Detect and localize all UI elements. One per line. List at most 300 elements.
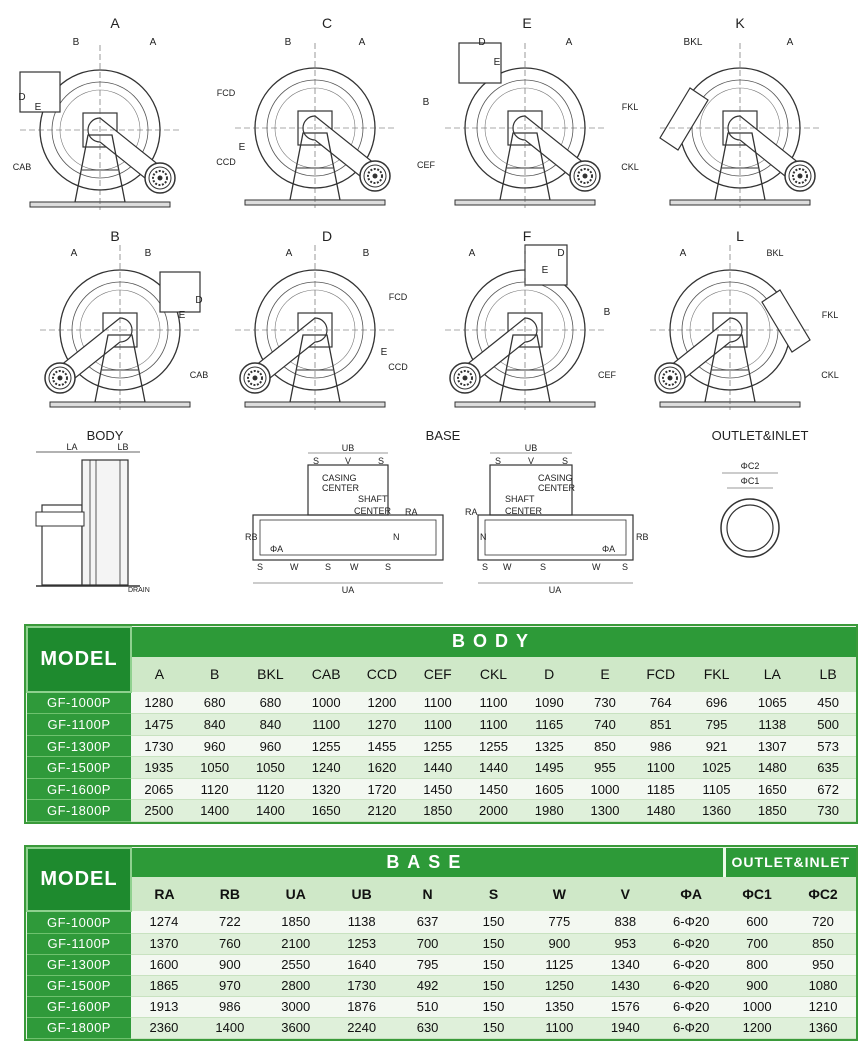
table-cell: 1730 <box>131 735 187 757</box>
table-cell: 2120 <box>354 800 410 822</box>
table-cell: 1605 <box>521 778 577 800</box>
outlet-inlet-title: OUTLET&INLET <box>711 428 809 443</box>
dim-label: UB <box>341 443 355 453</box>
table-cell: 680 <box>187 692 243 714</box>
body-column-header: CAB <box>298 657 354 692</box>
body-view <box>36 428 150 594</box>
base-column-header: ΦC2 <box>790 877 856 911</box>
base-view-2 <box>465 443 649 595</box>
dim-label: CENTER <box>538 483 576 493</box>
table-cell: 1935 <box>131 757 187 779</box>
table-cell: 1100 <box>410 692 466 714</box>
dim-label: N <box>393 532 400 542</box>
body-column-header: LB <box>800 657 856 692</box>
body-column-header: FKL <box>689 657 745 692</box>
base-column-header: RA <box>131 877 197 911</box>
table-cell: 1138 <box>329 911 395 933</box>
dim-label: A <box>285 248 293 259</box>
table-cell: 1000 <box>577 778 633 800</box>
table-cell: 1300 <box>577 800 633 822</box>
dim-label: D <box>18 92 26 103</box>
table-cell: 1255 <box>298 735 354 757</box>
fan-view <box>445 43 605 208</box>
dim-label: RB <box>245 532 258 542</box>
table-cell: 1120 <box>243 778 299 800</box>
table-cell: 1620 <box>354 757 410 779</box>
dim-label: CCD <box>216 157 236 167</box>
table-cell: 6-Φ20 <box>658 1017 724 1038</box>
table-cell: 1100 <box>410 714 466 736</box>
base-column-header: V <box>592 877 658 911</box>
table-cell: 1120 <box>187 778 243 800</box>
table-cell: 1450 <box>410 778 466 800</box>
table-cell: 1440 <box>466 757 522 779</box>
table-cell: 840 <box>187 714 243 736</box>
dim-label: FCD <box>388 292 408 302</box>
dim-label: N <box>480 532 487 542</box>
table-cell: 1360 <box>689 800 745 822</box>
body-column-header: LA <box>744 657 800 692</box>
base-column-header: W <box>526 877 592 911</box>
table-cell: 1200 <box>724 1017 790 1038</box>
table-cell: 1100 <box>633 757 689 779</box>
body-dimension-table <box>24 624 858 824</box>
view-title-k: K <box>735 15 745 31</box>
base-column-header: UB <box>329 877 395 911</box>
model-cell: GF-1500P <box>27 757 131 779</box>
dim-label: A <box>679 248 687 259</box>
dim-label: E <box>34 102 42 113</box>
table-cell: 1255 <box>410 735 466 757</box>
dim-label: A <box>786 37 794 48</box>
outlet-inlet-group-header: OUTLET&INLET <box>724 848 856 877</box>
table-cell: 1430 <box>592 975 658 996</box>
dim-label: A <box>70 248 78 259</box>
table-cell: 838 <box>592 911 658 933</box>
dim-label: UA <box>548 585 562 595</box>
table-cell: 795 <box>689 714 745 736</box>
table-cell: 1650 <box>298 800 354 822</box>
view-title-b: B <box>110 228 120 244</box>
dim-label: A <box>565 37 573 48</box>
table-cell: 1450 <box>466 778 522 800</box>
model-cell: GF-1000P <box>27 911 131 933</box>
table-cell: 1475 <box>131 714 187 736</box>
table-row <box>27 933 856 954</box>
fan-view <box>235 43 395 208</box>
model-cell: GF-1300P <box>27 954 131 975</box>
dim-label: ΦC2 <box>740 461 760 471</box>
table-cell: 1080 <box>790 975 856 996</box>
table-cell: 960 <box>187 735 243 757</box>
table-cell: 1255 <box>466 735 522 757</box>
table-cell: 635 <box>800 757 856 779</box>
model-cell: GF-1600P <box>27 996 131 1017</box>
table-cell: 1455 <box>354 735 410 757</box>
dim-label: CKL <box>621 162 639 172</box>
table-cell: 150 <box>461 954 527 975</box>
body-column-header: A <box>131 657 187 692</box>
table-cell: 1400 <box>197 1017 263 1038</box>
table-row <box>27 1017 856 1038</box>
table-cell: 1210 <box>790 996 856 1017</box>
dim-label: B <box>72 37 80 48</box>
table-cell: 2550 <box>263 954 329 975</box>
table-cell: 1940 <box>592 1017 658 1038</box>
table-row <box>27 735 856 757</box>
dim-label: S <box>313 456 320 466</box>
table-cell: 700 <box>395 933 461 954</box>
base-group-header: BASE <box>131 848 724 877</box>
dim-label: UB <box>524 443 538 453</box>
table-cell: 850 <box>577 735 633 757</box>
table-cell: 1065 <box>744 692 800 714</box>
table-row <box>27 996 856 1017</box>
dim-label: S <box>622 562 629 572</box>
table-cell: 2100 <box>263 933 329 954</box>
table-cell: 630 <box>395 1017 461 1038</box>
body-column-header: CCD <box>354 657 410 692</box>
model-header: MODEL <box>27 627 131 692</box>
table-cell: 1576 <box>592 996 658 1017</box>
table-cell: 2000 <box>466 800 522 822</box>
table-cell: 600 <box>724 911 790 933</box>
table-cell: 150 <box>461 996 527 1017</box>
table-cell: 1100 <box>526 1017 592 1038</box>
table-cell: 6-Φ20 <box>658 996 724 1017</box>
table-cell: 1200 <box>354 692 410 714</box>
table-cell: 1253 <box>329 933 395 954</box>
table-cell: 1650 <box>744 778 800 800</box>
dim-label: FKL <box>821 310 839 320</box>
dim-label: CASING <box>322 473 357 483</box>
table-cell: 960 <box>243 735 299 757</box>
table-cell: 3000 <box>263 996 329 1017</box>
dim-label: S <box>562 456 569 466</box>
table-cell: 510 <box>395 996 461 1017</box>
model-cell: GF-1800P <box>27 800 131 822</box>
table-cell: 6-Φ20 <box>658 954 724 975</box>
table-cell: 1165 <box>521 714 577 736</box>
table-cell: 1000 <box>298 692 354 714</box>
table-cell: 573 <box>800 735 856 757</box>
dim-label: V <box>527 456 535 466</box>
table-cell: 1090 <box>521 692 577 714</box>
fan-view <box>650 245 810 410</box>
base-column-header: S <box>461 877 527 911</box>
dim-label: LB <box>117 442 129 452</box>
fan-view <box>660 43 820 208</box>
table-cell: 492 <box>395 975 461 996</box>
base-column-header: UA <box>263 877 329 911</box>
dim-label: D <box>195 295 203 306</box>
dim-label: E <box>541 265 549 276</box>
model-cell: GF-1600P <box>27 778 131 800</box>
dim-label: ΦA <box>270 544 284 554</box>
table-cell: 637 <box>395 911 461 933</box>
table-cell: 900 <box>526 933 592 954</box>
dim-label: RB <box>636 532 649 542</box>
dim-label: SHAFT <box>505 494 535 504</box>
model-cell: GF-1100P <box>27 933 131 954</box>
dim-label: SHAFT <box>358 494 388 504</box>
table-cell: 986 <box>633 735 689 757</box>
dim-label: CAB <box>189 370 209 380</box>
base-view-1 <box>245 428 461 595</box>
table-cell: 1105 <box>689 778 745 800</box>
dim-label: A <box>358 37 366 48</box>
table-cell: 900 <box>724 975 790 996</box>
dim-label: S <box>495 456 502 466</box>
table-cell: 1240 <box>298 757 354 779</box>
dim-label: RA <box>465 507 478 517</box>
table-cell: 1600 <box>131 954 197 975</box>
table-cell: 1360 <box>790 1017 856 1038</box>
table-cell: 1320 <box>298 778 354 800</box>
base-column-header: N <box>395 877 461 911</box>
dim-label: W <box>592 562 601 572</box>
dim-label: RA <box>405 507 418 517</box>
table-cell: 800 <box>724 954 790 975</box>
table-cell: 1000 <box>724 996 790 1017</box>
dim-label: B <box>422 97 430 108</box>
fan-view <box>235 245 395 410</box>
dim-label: S <box>540 562 547 572</box>
dim-label: S <box>325 562 332 572</box>
view-title-a: A <box>110 15 120 31</box>
table-row <box>27 954 856 975</box>
table-cell: 1307 <box>744 735 800 757</box>
dim-label: S <box>378 456 385 466</box>
table-row <box>27 800 856 822</box>
dim-label: A <box>468 248 476 259</box>
view-title-d: D <box>321 228 333 244</box>
dim-label: B <box>603 307 611 318</box>
table-cell: 795 <box>395 954 461 975</box>
table-cell: 1850 <box>744 800 800 822</box>
fan-view <box>40 245 203 410</box>
table-cell: 1370 <box>131 933 197 954</box>
model-header: MODEL <box>27 848 131 911</box>
table-cell: 500 <box>800 714 856 736</box>
base-column-header: RB <box>197 877 263 911</box>
table-cell: 1250 <box>526 975 592 996</box>
body-view-title: BODY <box>86 428 124 443</box>
table-cell: 1876 <box>329 996 395 1017</box>
table-cell: 1850 <box>263 911 329 933</box>
table-cell: 986 <box>197 996 263 1017</box>
table-row <box>27 778 856 800</box>
dim-label: V <box>344 456 352 466</box>
dim-label: BKL <box>683 37 703 48</box>
body-group-header: BODY <box>131 627 856 657</box>
body-column-header: E <box>577 657 633 692</box>
table-cell: 1100 <box>466 692 522 714</box>
dim-label: E <box>380 347 388 358</box>
table-cell: 1050 <box>187 757 243 779</box>
model-cell: GF-1000P <box>27 692 131 714</box>
table-cell: 722 <box>197 911 263 933</box>
table-cell: 6-Φ20 <box>658 911 724 933</box>
table-cell: 1400 <box>187 800 243 822</box>
view-title-l: L <box>736 228 744 244</box>
dim-label: D <box>557 248 565 259</box>
table-cell: 696 <box>689 692 745 714</box>
dim-label: CENTER <box>505 506 543 516</box>
table-cell: 1050 <box>243 757 299 779</box>
outlet-inlet-view <box>712 428 809 557</box>
table-cell: 740 <box>577 714 633 736</box>
table-cell: 150 <box>461 911 527 933</box>
view-title-c: C <box>321 15 333 31</box>
dim-label: D <box>478 37 486 48</box>
table-cell: 1025 <box>689 757 745 779</box>
dim-label: W <box>350 562 359 572</box>
table-cell: 2240 <box>329 1017 395 1038</box>
table-cell: 1440 <box>410 757 466 779</box>
dim-label: E <box>493 57 501 68</box>
model-cell: GF-1100P <box>27 714 131 736</box>
dim-label: W <box>290 562 299 572</box>
dim-label: CEF <box>598 370 616 380</box>
table-cell: 1480 <box>633 800 689 822</box>
table-cell: 1720 <box>354 778 410 800</box>
table-row <box>27 714 856 736</box>
table-cell: 1640 <box>329 954 395 975</box>
body-column-header: BKL <box>243 657 299 692</box>
model-cell: GF-1800P <box>27 1017 131 1038</box>
table-cell: 700 <box>724 933 790 954</box>
table-cell: 150 <box>461 975 527 996</box>
base-dimension-table <box>24 845 858 1041</box>
table-row <box>27 975 856 996</box>
table-cell: 851 <box>633 714 689 736</box>
table-cell: 730 <box>577 692 633 714</box>
dim-label: CASING <box>538 473 573 483</box>
table-cell: 921 <box>689 735 745 757</box>
dim-label: CKL <box>821 370 839 380</box>
dim-label: CEF <box>417 160 435 170</box>
dim-label: B <box>362 248 370 259</box>
table-cell: 1400 <box>243 800 299 822</box>
table-cell: 850 <box>790 933 856 954</box>
table-cell: 2800 <box>263 975 329 996</box>
table-cell: 6-Φ20 <box>658 933 724 954</box>
dim-label: E <box>178 310 186 321</box>
table-cell: 953 <box>592 933 658 954</box>
table-cell: 1270 <box>354 714 410 736</box>
fan-view <box>445 245 605 410</box>
table-cell: 1280 <box>131 692 187 714</box>
table-cell: 672 <box>800 778 856 800</box>
table-cell: 1100 <box>466 714 522 736</box>
table-cell: 680 <box>243 692 299 714</box>
body-column-header: B <box>187 657 243 692</box>
dim-label: E <box>238 142 246 153</box>
table-cell: 1325 <box>521 735 577 757</box>
table-cell: 1350 <box>526 996 592 1017</box>
dim-label: FCD <box>216 88 236 98</box>
table-cell: 1138 <box>744 714 800 736</box>
dim-label: S <box>385 562 392 572</box>
view-title-e: E <box>522 15 532 31</box>
table-row <box>27 911 856 933</box>
model-cell: GF-1500P <box>27 975 131 996</box>
table-cell: 775 <box>526 911 592 933</box>
table-cell: 1495 <box>521 757 577 779</box>
table-cell: 1480 <box>744 757 800 779</box>
table-cell: 720 <box>790 911 856 933</box>
base-column-header: ΦA <box>658 877 724 911</box>
table-cell: 1913 <box>131 996 197 1017</box>
table-cell: 1865 <box>131 975 197 996</box>
table-cell: 1730 <box>329 975 395 996</box>
table-cell: 1125 <box>526 954 592 975</box>
base-view-title: BASE <box>425 428 461 443</box>
dim-label: B <box>284 37 292 48</box>
table-cell: 450 <box>800 692 856 714</box>
body-column-header: FCD <box>633 657 689 692</box>
dim-label: B <box>144 248 152 259</box>
fan-view <box>20 45 180 210</box>
table-cell: 970 <box>197 975 263 996</box>
table-cell: 1340 <box>592 954 658 975</box>
table-cell: 2500 <box>131 800 187 822</box>
dim-label: FKL <box>621 102 639 112</box>
table-cell: 900 <box>197 954 263 975</box>
body-column-header: CKL <box>466 657 522 692</box>
table-cell: 1100 <box>298 714 354 736</box>
table-cell: 955 <box>577 757 633 779</box>
dim-label: S <box>257 562 264 572</box>
table-cell: 760 <box>197 933 263 954</box>
table-cell: 1850 <box>410 800 466 822</box>
table-cell: 950 <box>790 954 856 975</box>
table-cell: 840 <box>243 714 299 736</box>
dim-label: S <box>482 562 489 572</box>
dim-label: CAB <box>12 162 32 172</box>
base-column-header: ΦC1 <box>724 877 790 911</box>
dim-label: A <box>149 37 157 48</box>
table-cell: 2360 <box>131 1017 197 1038</box>
table-cell: 1274 <box>131 911 197 933</box>
dim-label: BKL <box>766 248 784 258</box>
dim-label: CCD <box>388 362 408 372</box>
dim-label: W <box>503 562 512 572</box>
dim-label: CENTER <box>322 483 360 493</box>
table-cell: 150 <box>461 1017 527 1038</box>
view-title-f: F <box>522 228 532 244</box>
table-cell: 6-Φ20 <box>658 975 724 996</box>
dim-label: ΦC1 <box>740 476 760 486</box>
dim-label: ΦA <box>602 544 616 554</box>
dim-label: UA <box>341 585 355 595</box>
table-cell: 1185 <box>633 778 689 800</box>
model-cell: GF-1300P <box>27 735 131 757</box>
body-column-header: CEF <box>410 657 466 692</box>
body-column-header: D <box>521 657 577 692</box>
table-cell: 2065 <box>131 778 187 800</box>
drain-label: DRAIN <box>128 587 150 594</box>
table-cell: 1980 <box>521 800 577 822</box>
table-row <box>27 692 856 714</box>
dim-label: LA <box>66 442 78 452</box>
table-row <box>27 757 856 779</box>
dim-label: CENTER <box>354 506 392 516</box>
table-cell: 764 <box>633 692 689 714</box>
table-cell: 3600 <box>263 1017 329 1038</box>
table-cell: 150 <box>461 933 527 954</box>
